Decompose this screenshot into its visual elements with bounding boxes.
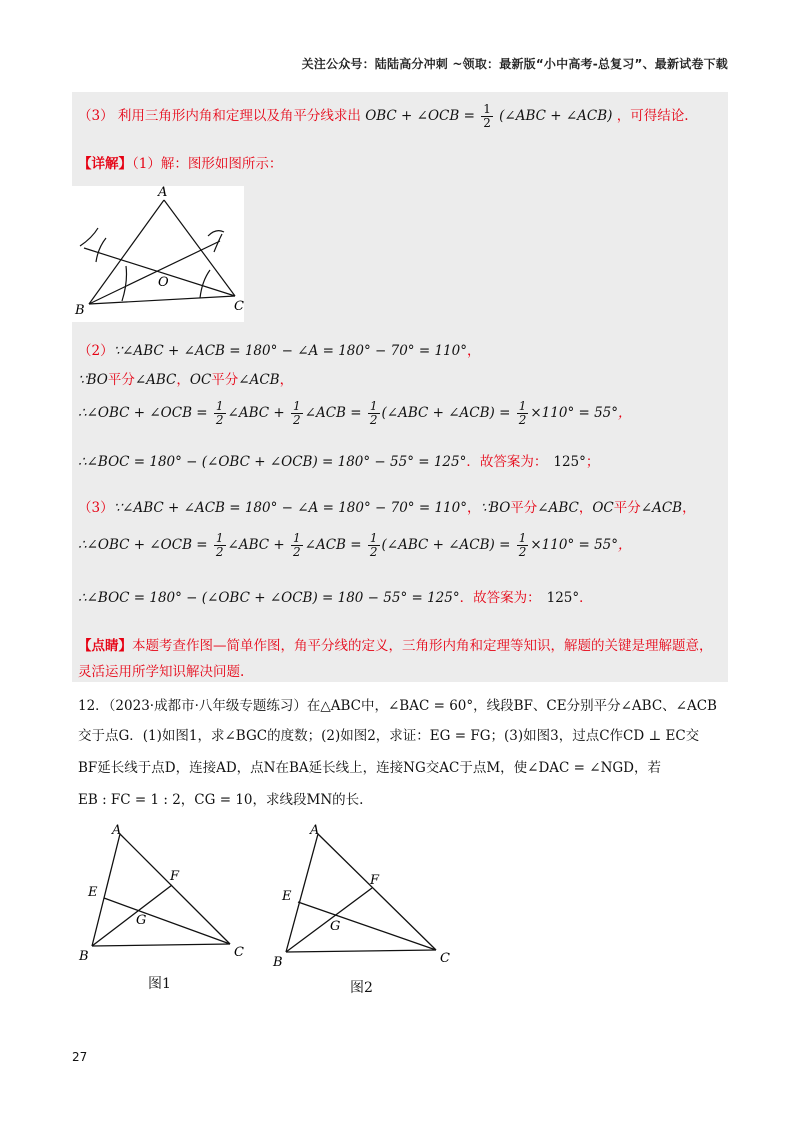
q12-line4: EB : FC = 1 : 2，CG = 10，求线段MN的长.	[78, 792, 364, 808]
fig2-segment-ce	[298, 902, 436, 950]
arc-c-2	[80, 228, 98, 246]
half-8: $\frac{1}{2}$	[518, 531, 527, 559]
figure-2-diagram	[272, 822, 462, 972]
part2-l3-end: ，	[618, 405, 632, 421]
part3-l2-c: ∠ACB =	[304, 537, 362, 553]
construction-figure	[72, 186, 244, 322]
part2-bo: ∵BO	[78, 372, 108, 388]
side-ac	[164, 200, 235, 296]
part3-angle-abc: ∠ABC	[537, 500, 579, 516]
comment-line2	[78, 660, 244, 680]
part3-l2-end: ，	[618, 537, 632, 553]
label-b: B	[75, 303, 85, 318]
half-2: $\frac{1}{2}$	[293, 399, 301, 427]
part3-l2-e: ×110° = 55°	[530, 537, 619, 553]
part2-comma-2: ，	[279, 372, 294, 388]
part2-line4	[78, 450, 599, 470]
comment-line1	[78, 634, 713, 654]
q12-line1: 12．（2023·成都市·八年级专题练习）在△ABC中，∠BAC = 60°，线段BF、CE分别平分∠ABC、∠ACB	[78, 698, 717, 714]
part2-oc: OC	[189, 372, 212, 388]
q12-line3: BF延长线于点D，连接AD，点N在BA延长线上，连接NG交AC于点M，使∠DAC = ∠NGD，若	[78, 760, 662, 776]
fig1-label-f: F	[170, 869, 180, 884]
part2-l4-formula: ∴∠BOC = 180° − (∠OBC + ∠OCB) = 180° − 55° = 125°	[78, 454, 467, 470]
part2-tag: （2）	[78, 343, 114, 359]
fig1-label-b: B	[79, 949, 89, 964]
part3-angle-acb: ∠ACB	[640, 500, 683, 516]
fig2-label-c: C	[440, 951, 450, 966]
fig2-label-f: F	[370, 873, 380, 888]
figure-2	[272, 822, 462, 976]
side-bc	[89, 296, 235, 304]
detail-text: （1）解：图形如图所示：	[132, 156, 283, 172]
page-header: 关注公众号：陆陆高分冲刺 ~领取：最新版“小中高考-总复习”、最新试卷下载	[301, 57, 728, 71]
part2-line3	[78, 400, 632, 427]
part3-l1-end: ，	[682, 500, 696, 516]
label-o: O	[158, 275, 169, 290]
detail-heading	[78, 152, 282, 172]
hint-formula-right: (∠ABC + ∠ACB)	[499, 108, 613, 124]
triangle-construction-diagram	[72, 186, 244, 322]
half-5: $\frac{1}{2}$	[215, 531, 224, 559]
part2-l3-b: ∠ABC +	[227, 405, 285, 421]
part2-bisect-word-1: 平分	[107, 372, 135, 388]
half-3: $\frac{1}{2}$	[369, 399, 378, 427]
part3-answer: 125°	[546, 590, 580, 606]
part3-l1-mid: ，	[466, 500, 481, 516]
figure-2-caption: 图2	[350, 980, 373, 996]
frac-denominator: 2	[483, 116, 491, 130]
part3-tag: （3）	[78, 500, 114, 516]
fig2-label-g: G	[330, 919, 341, 934]
hint-suffix: ，可得结论.	[616, 108, 689, 124]
part3-l3-end: ．	[579, 590, 593, 606]
fig1-label-a: A	[112, 823, 122, 838]
figure-1-caption: 图1	[148, 976, 171, 992]
fig1-segment-ce	[104, 898, 230, 944]
part2-l3-e: ×110° = 55°	[530, 405, 619, 421]
fig2-segment-bf	[286, 888, 372, 952]
part3-l2-a: ∴∠OBC + ∠OCB =	[78, 537, 208, 553]
side-ab	[89, 200, 164, 304]
fig2-label-e: E	[282, 889, 292, 904]
part3-l1-formula: ∵∠ABC + ∠ACB = 180° − ∠A = 180° − 70° = 110°	[113, 500, 467, 516]
page-number: 27	[72, 1050, 88, 1064]
fig1-label-g: G	[136, 913, 147, 928]
label-a: A	[158, 186, 168, 200]
part3-l3-formula: ∴∠BOC = 180° − (∠OBC + ∠OCB) = 180 − 55° = 125°	[78, 590, 460, 606]
part3-l3-tail: ．故答案为：	[459, 590, 541, 606]
fig2-label-a: A	[310, 823, 320, 838]
arc-b-1	[122, 266, 127, 301]
fig1-side-bc	[92, 944, 230, 946]
fig1-segment-bf	[92, 885, 172, 946]
hint-line-3	[78, 103, 689, 130]
part3-l2-d: (∠ABC + ∠ACB) =	[381, 537, 511, 553]
arc-c-1	[200, 270, 210, 298]
label-c: C	[234, 299, 244, 314]
fig2-label-b: B	[273, 955, 283, 970]
q12-line2: 交于点G．(1)如图1，求∠BGC的度数；(2)如图2，求证：EG = FG；(3)如图3，过点C作CD ⊥ EC交	[78, 728, 700, 744]
hint-prefix: （3） 利用三角形内角和定理以及角平分线求出	[78, 108, 361, 124]
half-1: $\frac{1}{2}$	[215, 399, 224, 427]
frac-numerator: 1	[483, 102, 491, 116]
part2-line1	[78, 339, 480, 359]
part3-bisect-word-2: 平分	[613, 500, 641, 516]
part3-l2-b: ∠ABC +	[227, 537, 285, 553]
part3-oc: OC	[592, 500, 614, 516]
part2-comma-1: ，	[176, 372, 190, 388]
part2-l3-d: (∠ABC + ∠ACB) =	[381, 405, 511, 421]
comment-text-1: 本题考查作图—简单作图，角平分线的定义，三角形内角和定理等知识，解题的关键是理解题意，	[132, 638, 713, 654]
part2-answer: 125°	[553, 454, 586, 470]
part2-angle-abc: ∠ABC	[134, 372, 177, 388]
figure-1-diagram	[78, 822, 258, 972]
hint-formula-left: OBC + ∠OCB =	[365, 108, 475, 124]
half-6: $\frac{1}{2}$	[293, 531, 301, 559]
part2-line1-end: ，	[466, 343, 481, 359]
part2-l3-a: ∴∠OBC + ∠OCB =	[78, 405, 208, 421]
part2-bisect-word-2: 平分	[211, 372, 239, 388]
fig1-label-e: E	[88, 885, 98, 900]
fig2-side-bc	[286, 950, 436, 952]
part3-comma-1: ，	[578, 500, 593, 516]
fig1-label-c: C	[234, 945, 244, 960]
part3-bo: ∵BO	[480, 500, 511, 516]
part2-line1-formula: ∵∠ABC + ∠ACB = 180° − ∠A = 180° − 70° = 110°	[113, 343, 467, 359]
part2-angle-acb: ∠ACB	[238, 372, 280, 388]
part3-line3	[78, 586, 593, 606]
part3-line2	[78, 532, 632, 559]
part3-bisect-word-1: 平分	[510, 500, 538, 516]
half-4: $\frac{1}{2}$	[518, 399, 527, 427]
figure-1	[78, 822, 258, 976]
part3-line1	[78, 496, 696, 516]
arc-c-3	[96, 238, 106, 262]
comment-text-2: 灵活运用所学知识解决问题.	[78, 664, 245, 680]
part2-l4-end: ；	[585, 454, 600, 470]
part2-l3-c: ∠ACB =	[304, 405, 362, 421]
part2-l4-tail: ．故答案为：	[466, 454, 548, 470]
detail-tag: 【详解】	[78, 156, 132, 172]
half-7: $\frac{1}{2}$	[369, 531, 378, 559]
comment-tag: 【点睛】	[78, 638, 132, 654]
hint-fraction	[481, 103, 493, 130]
part2-line2	[78, 368, 293, 388]
